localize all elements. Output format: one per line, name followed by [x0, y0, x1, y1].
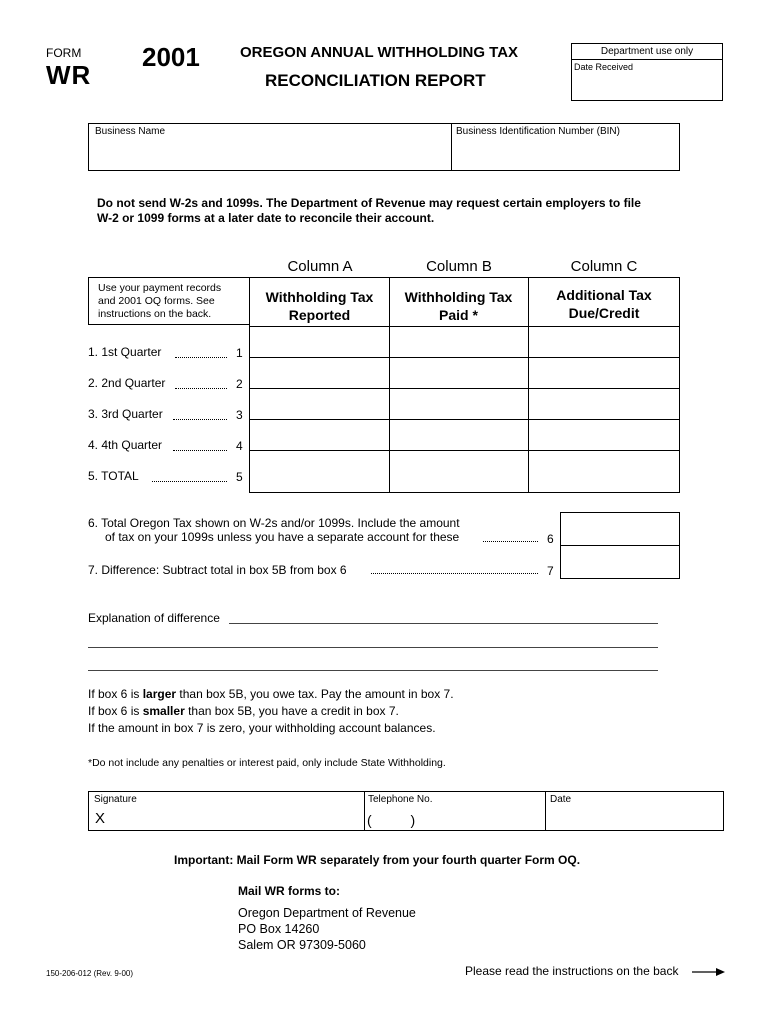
column-a-heading-line1: Withholding Tax	[265, 289, 374, 305]
telephone-field[interactable]: ( )	[367, 812, 416, 828]
row-label-2: 2. 2nd Quarter	[88, 376, 166, 390]
column-c-heading-line1: Additional Tax	[556, 287, 652, 303]
telephone-label: Telephone No.	[368, 794, 433, 805]
business-box	[88, 123, 680, 171]
column-c-heading	[528, 286, 680, 322]
rule-larger	[88, 687, 454, 701]
column-c-heading-line2: Due/Credit	[568, 305, 640, 321]
explanation-line-1[interactable]	[229, 623, 658, 624]
address-line2: PO Box 14260	[238, 922, 320, 936]
date-field[interactable]	[549, 808, 719, 828]
signature-field[interactable]: X	[95, 810, 106, 827]
arrow-right-icon	[692, 966, 726, 978]
row-number-1: 1	[236, 346, 243, 360]
rule-larger-pre: If box 6 is	[88, 687, 143, 701]
mail-to-heading: Mail WR forms to:	[238, 884, 340, 898]
column-a-title: Column A	[287, 258, 353, 275]
explanation-line-3[interactable]	[88, 670, 658, 671]
column-b-title: Column B	[426, 258, 492, 275]
instructions-line1: Use your payment records	[98, 282, 222, 294]
column-b-heading-line1: Withholding Tax	[404, 289, 513, 305]
line6-7-amount-box	[560, 512, 680, 579]
rule-zero: If the amount in box 7 is zero, your withholding account balances.	[88, 721, 436, 735]
form-code: WR	[46, 60, 92, 90]
column-b-heading	[389, 288, 528, 324]
date-received-label: Date Received	[574, 62, 634, 72]
department-use-label: Department use only	[600, 46, 694, 57]
explanation-line-2[interactable]	[88, 647, 658, 648]
business-name-label: Business Name	[95, 126, 166, 137]
rule-smaller-bold: smaller	[142, 704, 185, 718]
explanation-label: Explanation of difference	[88, 611, 220, 625]
signature-label: Signature	[94, 794, 137, 805]
line7-text: 7. Difference: Subtract total in box 5B from box 6	[88, 563, 347, 577]
instructions-box	[88, 277, 250, 325]
notice-line2: W-2 or 1099 forms at a later date to reconcile their account.	[97, 211, 435, 225]
title-line2: RECONCILIATION REPORT	[265, 71, 486, 90]
row-label-3: 3. 3rd Quarter	[88, 407, 163, 421]
column-b-heading-line2: Paid *	[439, 307, 478, 323]
line6-number: 6	[547, 532, 554, 546]
column-a-heading-line2: Reported	[288, 307, 351, 323]
rule-smaller-pre: If box 6 is	[88, 704, 143, 718]
row-number-2: 2	[236, 377, 243, 391]
line6-text2: of tax on your 1099s unless you have a separate account for these	[105, 530, 460, 544]
line6-text1: 6. Total Oregon Tax shown on W-2s and/or 1099s. Include the amount	[88, 516, 460, 530]
rule-smaller	[88, 704, 399, 718]
instructions-line2: and 2001 OQ forms. See	[98, 295, 215, 307]
read-instructions-note: Please read the instructions on the back	[465, 964, 679, 978]
title-line1: OREGON ANNUAL WITHHOLDING TAX	[240, 44, 519, 61]
amount-grid	[249, 277, 680, 493]
form-year: 2001	[142, 42, 200, 72]
column-a-heading	[250, 288, 389, 324]
address-line1: Oregon Department of Revenue	[238, 906, 416, 920]
row-number-5: 5	[236, 470, 243, 484]
bin-input[interactable]	[455, 142, 679, 168]
row-label-1: 1. 1st Quarter	[88, 345, 162, 359]
column-c-title: Column C	[570, 258, 638, 275]
important-notice: Important: Mail Form WR separately from your fourth quarter Form OQ.	[174, 853, 581, 867]
address-line3: Salem OR 97309-5060	[238, 938, 366, 952]
row-label-4: 4. 4th Quarter	[88, 438, 163, 452]
line7-number: 7	[547, 564, 554, 578]
date-label: Date	[550, 794, 572, 805]
signature-box	[88, 791, 724, 831]
department-use-box	[571, 43, 723, 101]
rule-smaller-post: than box 5B, you have a credit in box 7.	[184, 704, 399, 718]
row-number-3: 3	[236, 408, 243, 422]
row-number-4: 4	[236, 439, 243, 453]
row-label-5: 5. TOTAL	[88, 469, 139, 483]
bin-label: Business Identification Number (BIN)	[456, 126, 620, 137]
footnote: *Do not include any penalties or interest paid, only include State Withholding.	[88, 757, 446, 769]
rule-larger-post: than box 5B, you owe tax. Pay the amount in box 7.	[176, 687, 454, 701]
business-name-input[interactable]	[93, 142, 449, 168]
notice-line1: Do not send W-2s and 1099s. The Department of Revenue may request certain employers to file	[97, 196, 641, 210]
form-number: 150-206-012 (Rev. 9-00)	[46, 969, 134, 978]
instructions-line3: instructions on the back.	[98, 308, 212, 320]
rule-larger-bold: larger	[142, 687, 177, 701]
form-label: FORM	[46, 46, 82, 60]
